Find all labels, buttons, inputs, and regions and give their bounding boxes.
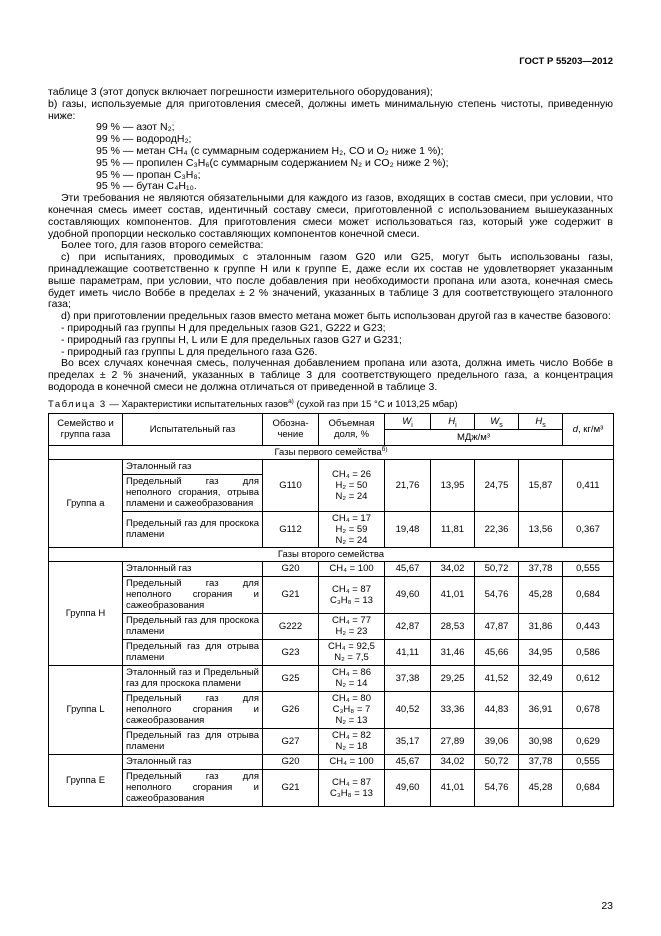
paragraph: Более того, для газов второго семейства: [61, 239, 264, 252]
designation-cell: G110 [263, 459, 319, 511]
gas-group-name: Группа E [49, 754, 123, 806]
composition-line: CH₄ = 87 [332, 583, 371, 595]
d-value: 0,443 [563, 613, 614, 639]
table-row [49, 754, 614, 769]
composition-line: CH₄ = 86 [332, 667, 371, 679]
wi-value: 49,60 [385, 576, 431, 613]
table-caption-label: Таблица 3 [48, 398, 107, 410]
d-value: 0,555 [563, 561, 614, 576]
d-unit: , кг/м³ [578, 423, 604, 435]
designation-cell: G21 [263, 576, 319, 613]
composition-line: CH₄ = 17 [332, 512, 371, 524]
table-section-row [49, 445, 614, 459]
composition-line: N₂ = 7,5 [334, 652, 369, 664]
paragraph: b) газы, используемые для приготовления смесей, должны иметь минимальную степень чистоты, приведенную ниже: [48, 97, 613, 122]
wi-value: 49,60 [385, 769, 431, 806]
ws-value: 47,87 [475, 613, 519, 639]
composition-line: N₂ = 24 [335, 490, 368, 502]
ws-value: 39,06 [475, 728, 519, 754]
test-gas-label: Эталонный газ [126, 460, 192, 472]
composition-line: C₃H₈ = 7 [332, 704, 371, 716]
composition-line: H₂ = 59 [335, 523, 368, 535]
hi-value: 13,95 [431, 459, 475, 511]
d-value: 0,684 [563, 769, 614, 806]
composition-line: CH₄ = 26 [332, 468, 371, 480]
test-gas-cell [123, 576, 263, 613]
hs-value: 36,91 [519, 691, 563, 728]
gas-purity-item: 99 % — азот N₂; [96, 121, 175, 134]
designation-cell: G20 [263, 561, 319, 576]
composition-cell [319, 665, 385, 691]
ws-symbol: W [490, 415, 500, 427]
hi-value: 11,81 [431, 511, 475, 547]
composition-cell [319, 769, 385, 806]
hi-value: 31,46 [431, 639, 475, 665]
wi-value: 40,52 [385, 691, 431, 728]
d-value: 0,367 [563, 511, 614, 547]
col-header-family: Семейство и группа газа [49, 413, 123, 445]
ws-value: 22,36 [475, 511, 519, 547]
table-caption-tail: (сухой газ при 15 °С и 1013,25 мбар) [293, 398, 458, 410]
composition-cell [319, 754, 385, 769]
test-gas-label: Предельный газ для неполного сгорания и сажеобразования [126, 577, 259, 611]
table-row [49, 665, 614, 691]
gas-purity-item: 95 % — бутан C₄H₁₀. [96, 180, 197, 193]
wi-value: 35,17 [385, 728, 431, 754]
page-number: 23 [601, 900, 613, 912]
composition-cell [319, 613, 385, 639]
wi-value: 45,67 [385, 754, 431, 769]
composition-line: N₂ = 13 [335, 715, 368, 727]
wi-subscript: i [411, 421, 413, 429]
designation-cell: G25 [263, 665, 319, 691]
designation-cell: G112 [263, 511, 319, 547]
hi-symbol: H [448, 415, 456, 427]
col-header-unit: МДж/м³ [385, 429, 563, 445]
wi-value: 19,48 [385, 511, 431, 547]
body-text [48, 87, 613, 394]
section-title: Газы первого семейства$^{б)}$ [49, 445, 614, 459]
hs-value: 37,78 [519, 754, 563, 769]
section-footnote-mark: б) [381, 445, 388, 453]
composition-cell [319, 459, 385, 511]
table-row [49, 728, 614, 754]
table-caption-text: — Характеристики испытательных газов [106, 398, 289, 410]
ws-value: 50,72 [475, 754, 519, 769]
test-gas-cell [123, 691, 263, 728]
test-gas-label: Эталонный газ [126, 755, 192, 767]
test-gas-cell [123, 459, 263, 511]
hi-value: 41,01 [431, 769, 475, 806]
ws-value: 45,66 [475, 639, 519, 665]
d-value: 0,612 [563, 665, 614, 691]
table-header-row-1 [49, 413, 614, 429]
paragraph: Во всех случаях конечная смесь, полученная добавлением пропана или азота, должна иметь число Воббе в пределах ± 2 % значений, указанных в таблице 3 для соответствующего предельного газа, а концентрация водорода в конечной смеси не должна отличаться от приведенной в таблице 3. [48, 357, 613, 393]
document-code: ГОСТ Р 55203—2012 [519, 56, 613, 67]
gas-purity-item: 95 % — метан CH₄ (с суммарным содержанием H₂, CO и O₂ ниже 1 %); [96, 144, 444, 157]
hi-value: 41,01 [431, 576, 475, 613]
paragraph: таблице 3 (этот допуск включает погрешности измерительного оборудования); [48, 86, 433, 98]
hi-value: 34,02 [431, 754, 475, 769]
ws-value: 50,72 [475, 561, 519, 576]
test-gas-label: Эталонный газ и Предельный газ для проскока пламени [126, 666, 259, 689]
hi-value: 28,53 [431, 613, 475, 639]
composition-cell [319, 728, 385, 754]
col-header-density [563, 413, 614, 445]
col-header-designation: Обозна-чение [263, 413, 319, 445]
test-gases-table [48, 413, 614, 807]
test-gas-label: Предельный газ для неполного сгорания и сажеобразования [126, 692, 259, 726]
composition-line: CH₄ = 77 [332, 615, 371, 627]
table-row [49, 613, 614, 639]
d-value: 0,684 [563, 576, 614, 613]
designation-cell: G20 [263, 754, 319, 769]
table-row [49, 459, 614, 511]
hs-value: 34,95 [519, 639, 563, 665]
test-gas-label: Предельный газ для проскока пламени [126, 517, 259, 540]
gas-purity-item: 95 % — пропилен C₃H₆(с суммарным содержанием N₂ и CO₂ ниже 2 %); [96, 156, 449, 169]
d-value: 0,629 [563, 728, 614, 754]
test-gas-cell [123, 613, 263, 639]
paragraph: Эти требования не являются обязательными для каждого из газов, входящих в состав смеси, при условии, что конечная смесь имеет состав, идентичный составу смеси, приготовленной с использованием вышеуказанных составляющих компонентов. Для приготовления смеси может использоваться газ, который уже содержит в удобной пропорции несколько составляющих компонентов конечной смеси. [48, 192, 613, 240]
base-gas-item: - природный газ группы L для предельного газа G26. [61, 345, 318, 358]
hs-value: 30,98 [519, 728, 563, 754]
table-section-row [49, 547, 614, 561]
hs-value: 45,28 [519, 769, 563, 806]
composition-line: CH₄ = 82 [332, 730, 371, 742]
composition-cell [319, 576, 385, 613]
paragraph: d) при приготовлении предельных газов вместо метана может быть использован другой газ в качестве базового: [61, 310, 611, 323]
table-row [49, 691, 614, 728]
d-value: 0,586 [563, 639, 614, 665]
composition-line: C₃H₈ = 13 [330, 594, 373, 606]
composition-line: N₂ = 18 [335, 741, 368, 753]
test-gas-cell [123, 754, 263, 769]
d-value: 0,555 [563, 754, 614, 769]
gas-purity-item: 95 % — пропан C₃H₈; [96, 168, 201, 181]
ws-value: 24,75 [475, 459, 519, 511]
gas-group-name: Группа H [49, 561, 123, 665]
wi-value: 45,67 [385, 561, 431, 576]
composition-line: H₂ = 23 [335, 626, 368, 638]
hi-value: 33,36 [431, 691, 475, 728]
section-title: Газы второго семейства [49, 547, 614, 561]
test-gas-cell [123, 511, 263, 547]
base-gas-item: - природный газ группы H для предельных газов G21, G222 и G23; [61, 321, 386, 334]
hs-value: 13,56 [519, 511, 563, 547]
composition-line: H₂ = 50 [335, 479, 368, 491]
composition-cell [319, 561, 385, 576]
composition-line: N₂ = 24 [335, 534, 368, 546]
col-header-ws [475, 413, 519, 429]
test-gas-label: Предельный газ для неполного сгорания, отрыва пламени и сажеобразования [123, 474, 262, 511]
hi-value: 29,25 [431, 665, 475, 691]
test-gas-cell [123, 561, 263, 576]
col-header-wi [385, 413, 431, 429]
hs-value: 45,28 [519, 576, 563, 613]
col-header-volume-fraction: Объемная доля, % [319, 413, 385, 445]
test-gas-label: Предельный газ для неполного сгорания и сажеобразования [126, 770, 259, 804]
col-header-hi [431, 413, 475, 429]
hs-symbol: H [535, 415, 543, 427]
gas-group-name: Группа L [49, 665, 123, 754]
table-row [49, 561, 614, 576]
wi-value: 21,76 [385, 459, 431, 511]
designation-cell: G23 [263, 639, 319, 665]
ws-value: 54,76 [475, 769, 519, 806]
ws-value: 54,76 [475, 576, 519, 613]
test-gas-cell [123, 639, 263, 665]
wi-value: 37,38 [385, 665, 431, 691]
composition-line: CH₄ = 92,5 [328, 641, 375, 653]
table-row [49, 769, 614, 806]
ws-subscript: s [499, 421, 503, 429]
test-gas-label: Предельный газ для проскока пламени [126, 614, 259, 637]
test-gas-label: Предельный газ для отрыва пламени [126, 640, 259, 663]
table-row [49, 511, 614, 547]
composition-line: CH₄ = 100 [329, 563, 374, 575]
test-gas-cell [123, 728, 263, 754]
d-value: 0,678 [563, 691, 614, 728]
composition-line: C₃H₈ = 13 [330, 787, 373, 799]
test-gas-cell [123, 665, 263, 691]
ws-value: 41,52 [475, 665, 519, 691]
composition-cell [319, 639, 385, 665]
hs-value: 15,87 [519, 459, 563, 511]
hi-value: 27,89 [431, 728, 475, 754]
composition-cell [319, 511, 385, 547]
wi-value: 41,11 [385, 639, 431, 665]
base-gas-item: - природный газ группы H, L или E для предельных газов G27 и G231; [61, 333, 402, 346]
d-value: 0,411 [563, 459, 614, 511]
table-caption-footnote-mark: а) [288, 397, 294, 405]
test-gas-label: Эталонный газ [126, 562, 192, 574]
gas-purity-item: 99 % — водородH₂; [96, 133, 192, 146]
designation-cell: G21 [263, 769, 319, 806]
composition-line: CH₄ = 80 [332, 693, 371, 705]
hs-value: 37,78 [519, 561, 563, 576]
wi-value: 42,87 [385, 613, 431, 639]
composition-line: N₂ = 14 [335, 678, 368, 690]
table-row [49, 576, 614, 613]
gas-group-name: Группа а [49, 459, 123, 547]
table-row [49, 639, 614, 665]
composition-line: CH₄ = 87 [332, 776, 371, 788]
test-gas-label: Предельный газ для отрыва пламени [126, 729, 259, 752]
hs-value: 31,86 [519, 613, 563, 639]
test-gas-cell [123, 769, 263, 806]
wi-symbol: W [402, 415, 412, 427]
designation-cell: G222 [263, 613, 319, 639]
ws-value: 44,83 [475, 691, 519, 728]
hi-subscript: i [455, 421, 457, 429]
hs-subscript: s [542, 421, 546, 429]
designation-cell: G26 [263, 691, 319, 728]
table-caption [48, 399, 613, 411]
composition-line: CH₄ = 100 [329, 756, 374, 768]
hi-value: 34,02 [431, 561, 475, 576]
hs-value: 32,49 [519, 665, 563, 691]
paragraph: c) при испытаниях, проводимых с эталонным газом G20 или G25, могут быть использованы газы, принадлежащие соответственно к группе H или к группе E, даже если их состав не удовлетворяет указанным выше параметрам, при условии, что после добавления при необходимости пропана или азота, конечная смесь будет иметь число Воббе в пределах ± 2 % значений, указанных в таблице 3 для соответствующего эталонного газа; [48, 251, 613, 311]
composition-cell [319, 691, 385, 728]
col-header-hs [519, 413, 563, 429]
d-symbol: d [572, 423, 579, 435]
designation-cell: G27 [263, 728, 319, 754]
col-header-test-gas: Испытательный газ [123, 413, 263, 445]
